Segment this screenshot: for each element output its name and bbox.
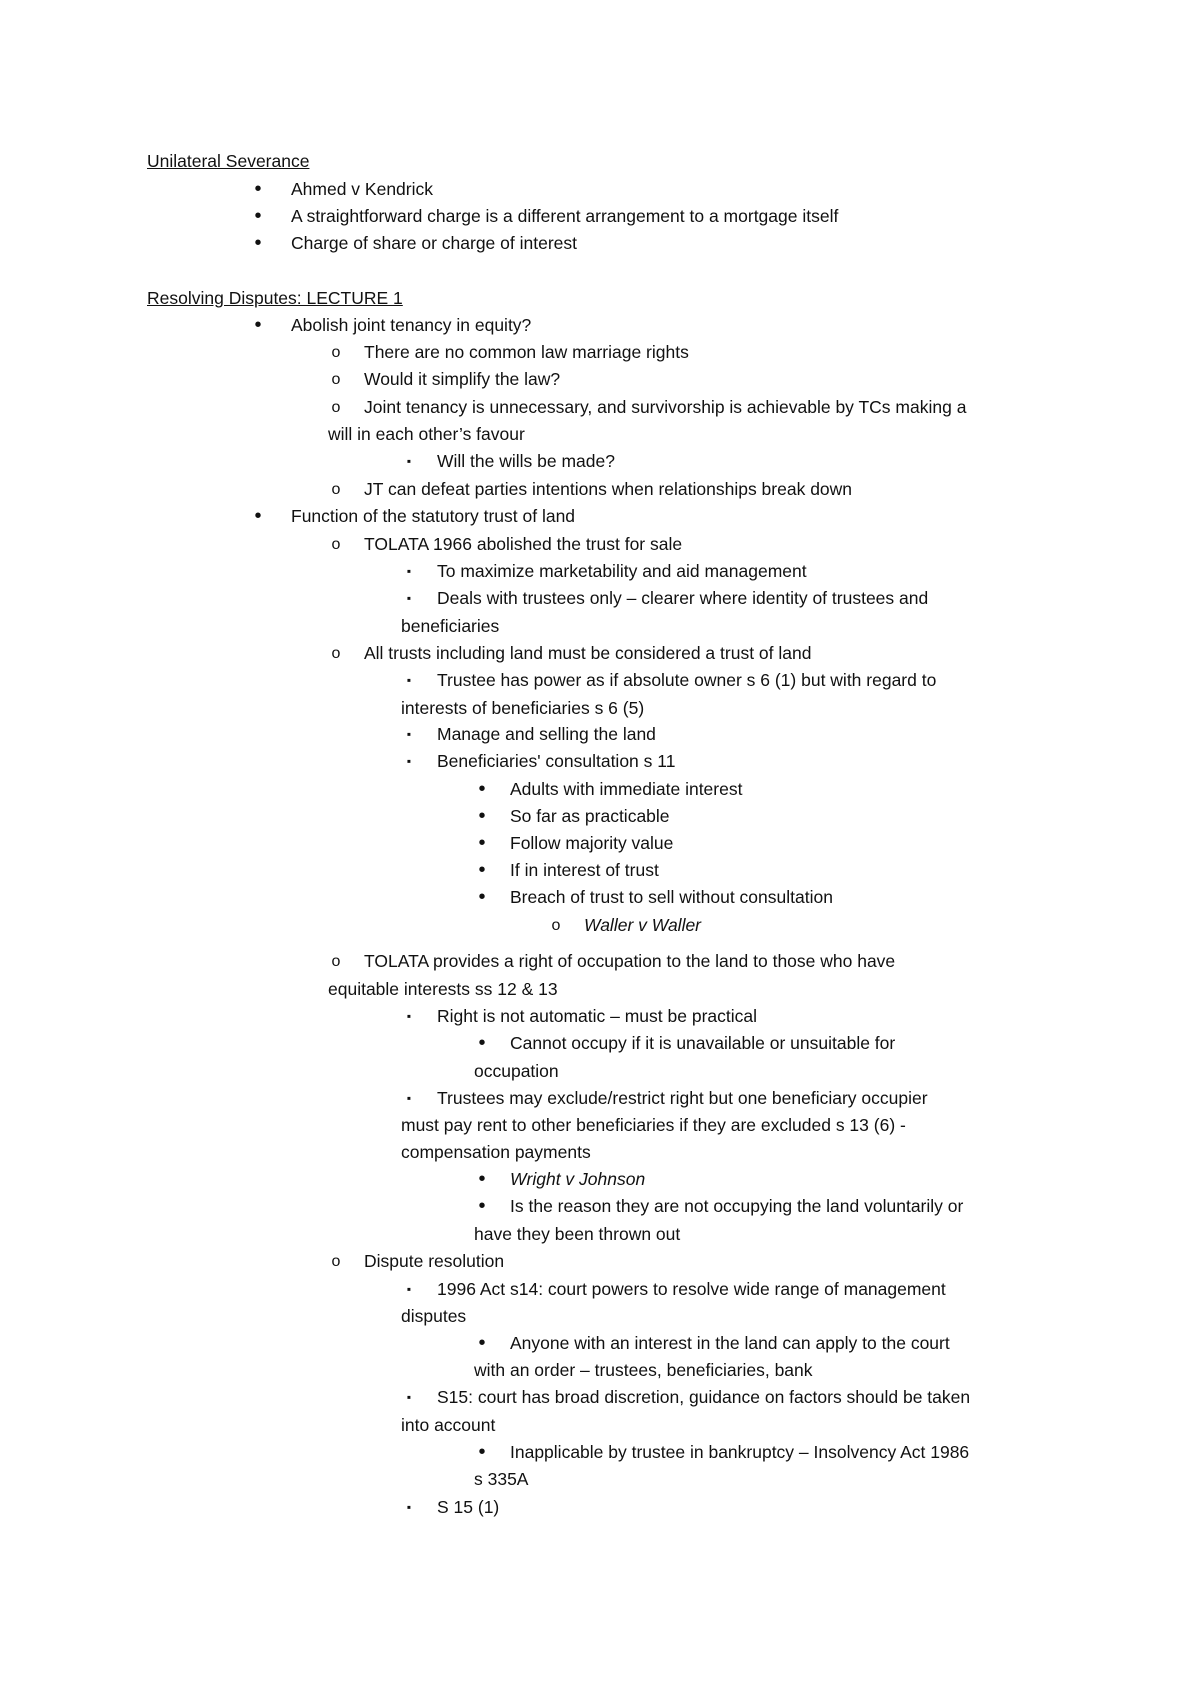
list-item-continuation: compensation payments <box>401 1142 591 1162</box>
square-marker: ▪ <box>406 673 412 687</box>
list-item: A straightforward charge is a different arrangement to a mortgage itself <box>291 206 839 226</box>
list-item-continuation: s 335A <box>474 1469 529 1489</box>
list-item: If in interest of trust <box>510 860 659 880</box>
circle-marker: o <box>331 953 341 970</box>
list-item: Right is not automatic – must be practical <box>437 1006 758 1026</box>
case-citation: Waller v Waller <box>584 915 702 935</box>
list-item: So far as practicable <box>510 806 670 826</box>
bullet-marker: • <box>478 1332 486 1354</box>
list-item: There are no common law marriage rights <box>364 342 689 362</box>
bullet-marker: • <box>478 1032 486 1054</box>
list-item: JT can defeat parties intentions when relationships break down <box>364 479 853 499</box>
list-item: TOLATA provides a right of occupation to the land to those who have <box>364 951 896 971</box>
bullet-marker: • <box>478 1168 486 1190</box>
list-item: Charge of share or charge of interest <box>291 233 577 253</box>
circle-marker: o <box>331 399 341 416</box>
square-marker: ▪ <box>406 591 412 605</box>
list-item: Is the reason they are not occupying the land voluntarily or <box>510 1196 964 1216</box>
list-item: Will the wills be made? <box>437 451 615 471</box>
list-item-continuation: have they been thrown out <box>474 1224 681 1244</box>
bullet-marker: • <box>254 505 262 527</box>
square-marker: ▪ <box>406 1500 412 1514</box>
square-marker: ▪ <box>406 454 412 468</box>
section-heading-resolving-disputes: Resolving Disputes: LECTURE 1 <box>147 288 403 308</box>
bullet-marker: • <box>478 1441 486 1463</box>
list-item: Ahmed v Kendrick <box>291 179 434 199</box>
circle-marker: o <box>331 371 341 388</box>
bullet-marker: • <box>254 205 262 227</box>
list-item-continuation: disputes <box>401 1306 467 1326</box>
list-item: Trustees may exclude/restrict right but one beneficiary occupier <box>437 1088 928 1108</box>
bullet-marker: • <box>478 886 486 908</box>
circle-marker: o <box>331 344 341 361</box>
square-marker: ▪ <box>406 1009 412 1023</box>
bullet-marker: • <box>478 778 486 800</box>
square-marker: ▪ <box>406 754 412 768</box>
list-item: All trusts including land must be considered a trust of land <box>364 643 812 663</box>
list-item: Breach of trust to sell without consultation <box>510 887 833 907</box>
list-item: S15: court has broad discretion, guidance on factors should be taken <box>437 1387 971 1407</box>
list-item-continuation: must pay rent to other beneficiaries if they are excluded s 13 (6) - <box>401 1115 906 1135</box>
list-item-continuation: equitable interests ss 12 & 13 <box>328 979 558 999</box>
bullet-marker: • <box>254 314 262 336</box>
section-heading-unilateral-severance: Unilateral Severance <box>147 151 310 171</box>
list-item-continuation: interests of beneficiaries s 6 (5) <box>401 698 645 718</box>
list-item: To maximize marketability and aid management <box>437 561 807 581</box>
bullet-marker: • <box>478 832 486 854</box>
square-marker: ▪ <box>406 727 412 741</box>
list-item: Abolish joint tenancy in equity? <box>291 315 532 335</box>
circle-marker: o <box>331 536 341 553</box>
bullet-marker: • <box>478 1195 486 1217</box>
list-item: Adults with immediate interest <box>510 779 743 799</box>
list-item: Dispute resolution <box>364 1251 505 1271</box>
list-item: Function of the statutory trust of land <box>291 506 576 526</box>
list-item-continuation: will in each other’s favour <box>328 424 525 444</box>
list-item: Beneficiaries' consultation s 11 <box>437 751 676 771</box>
square-marker: ▪ <box>406 1390 412 1404</box>
bullet-marker: • <box>254 178 262 200</box>
list-item: Would it simplify the law? <box>364 369 561 389</box>
list-item: Joint tenancy is unnecessary, and survivorship is achievable by TCs making a <box>364 397 967 417</box>
list-item: Follow majority value <box>510 833 674 853</box>
square-marker: ▪ <box>406 564 412 578</box>
list-item: Manage and selling the land <box>437 724 656 744</box>
circle-marker: o <box>331 645 341 662</box>
circle-marker: o <box>331 1253 341 1270</box>
bullet-marker: • <box>478 805 486 827</box>
list-item: Anyone with an interest in the land can apply to the court <box>510 1333 950 1353</box>
bullet-marker: • <box>478 859 486 881</box>
list-item-continuation: occupation <box>474 1061 559 1081</box>
list-item: 1996 Act s14: court powers to resolve wide range of management <box>437 1279 946 1299</box>
list-item: TOLATA 1966 abolished the trust for sale <box>364 534 683 554</box>
circle-marker: o <box>551 917 561 934</box>
list-item: Trustee has power as if absolute owner s 6 (1) but with regard to <box>437 670 937 690</box>
list-item: Cannot occupy if it is unavailable or unsuitable for <box>510 1033 896 1053</box>
list-item-continuation: beneficiaries <box>401 616 500 636</box>
square-marker: ▪ <box>406 1091 412 1105</box>
case-citation: Wright v Johnson <box>510 1169 646 1189</box>
square-marker: ▪ <box>406 1282 412 1296</box>
circle-marker: o <box>331 481 341 498</box>
list-item-continuation: into account <box>401 1415 496 1435</box>
list-item: S 15 (1) <box>437 1497 500 1517</box>
list-item: Inapplicable by trustee in bankruptcy – Insolvency Act 1986 <box>510 1442 970 1462</box>
bullet-marker: • <box>254 232 262 254</box>
list-item: Deals with trustees only – clearer where identity of trustees and <box>437 588 929 608</box>
list-item-continuation: with an order – trustees, beneficiaries, bank <box>474 1360 813 1380</box>
